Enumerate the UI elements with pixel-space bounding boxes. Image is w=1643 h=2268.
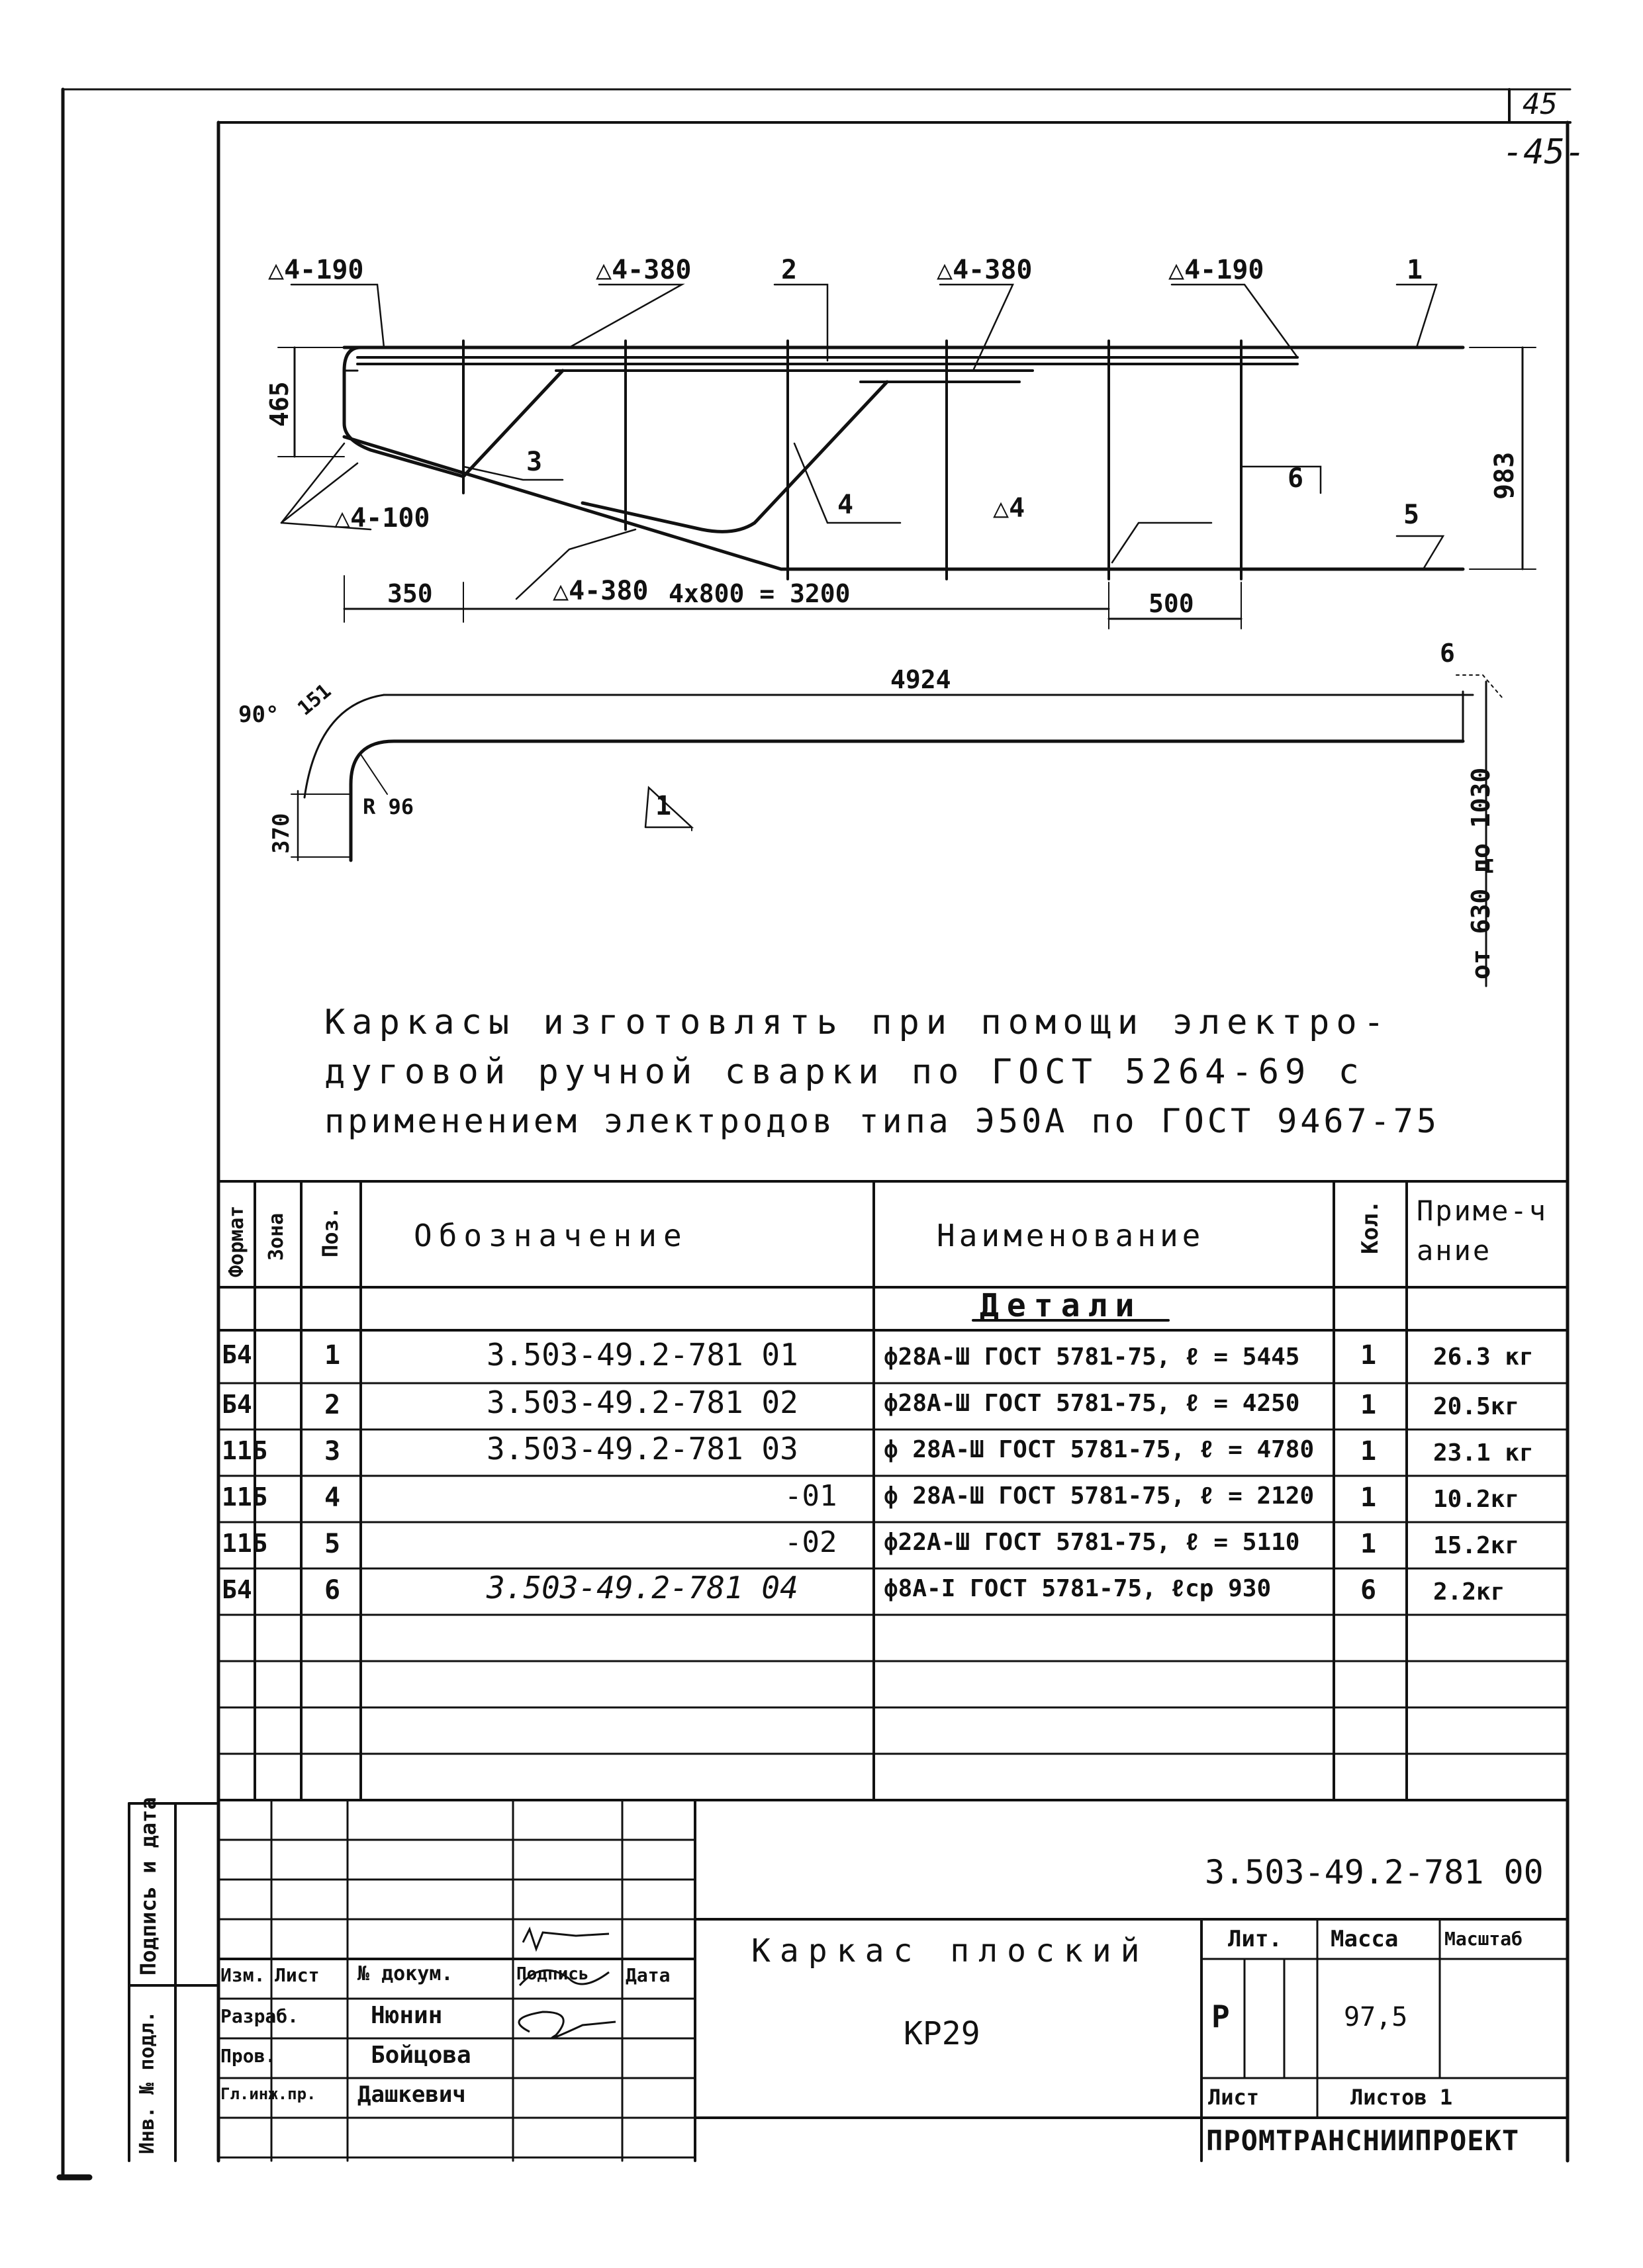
cell-name: ф 28А-Ш ГОСТ 5781-75, ℓ = 2120: [884, 1482, 1315, 1510]
weld-label: △4-380: [937, 255, 1033, 285]
cell-note: 10.2кг: [1433, 1486, 1520, 1513]
drawing-mark: КР29: [904, 2015, 980, 2052]
lit-label: Лит.: [1228, 1926, 1282, 1952]
cell-note: 20.5кг: [1433, 1393, 1520, 1420]
role-name: Дашкевич: [357, 2081, 466, 2108]
header-designation: Обозначение: [414, 1218, 688, 1253]
note-line-2: дуговой ручной сварки по ГОСТ 5264-69 с: [324, 1052, 1365, 1092]
cell-designation: 3.503-49.2-781 04: [487, 1570, 798, 1606]
note-line-3: применением электродов типа Э50А по ГОСТ 9467-75: [324, 1102, 1440, 1140]
cell-name: ф28А-Ш ГОСТ 5781-75, ℓ = 4250: [884, 1390, 1300, 1417]
role-label: Пров.: [220, 2045, 277, 2067]
cell-format: Б4: [222, 1340, 252, 1369]
cell-name: ф 28А-Ш ГОСТ 5781-75, ℓ = 4780: [884, 1436, 1315, 1463]
dim-height-left: 465: [265, 381, 294, 427]
cell-name: ф28А-Ш ГОСТ 5781-75, ℓ = 5445: [884, 1343, 1300, 1371]
sheets-label: Листов 1: [1350, 2085, 1453, 2110]
corner-number: 45: [1523, 87, 1558, 121]
cell-designation: 3.503-49.2-781 02: [487, 1384, 798, 1420]
position-label: 6: [1288, 463, 1304, 494]
position-label: 6: [1440, 639, 1455, 668]
cell-note: 23.1 кг: [1433, 1439, 1534, 1467]
weld-label: △4-100: [334, 503, 430, 533]
position-label: 5: [1403, 500, 1420, 530]
weld-label: △4: [993, 493, 1025, 523]
cell-name: ф8А-I ГОСТ 5781-75, ℓср 930: [884, 1575, 1272, 1602]
role-label: Разраб.: [220, 2005, 299, 2027]
col-header-sign: Подпись: [516, 1964, 589, 1984]
cell-pos: 5: [324, 1529, 341, 1559]
dim-spacing-left: 350: [387, 579, 433, 608]
cell-qty: 1: [1360, 1436, 1377, 1467]
col-header-date: Дата: [626, 1964, 671, 1986]
header-pos: Поз.: [318, 1206, 343, 1257]
cell-designation: -02: [784, 1525, 837, 1559]
cell-qty: 1: [1360, 1529, 1377, 1559]
dim-spacing-mid: 4x800 = 3200: [669, 579, 851, 608]
header-zone: Зона: [265, 1212, 288, 1261]
dim-range: от 630 до 1030: [1466, 767, 1495, 979]
position-label: 2: [781, 255, 798, 285]
position-label: 3: [526, 447, 543, 477]
mass-label: Масса: [1331, 1926, 1399, 1952]
cell-qty: 1: [1360, 1340, 1377, 1371]
role-name: Нюнин: [371, 2002, 443, 2029]
cell-designation: 3.503-49.2-781 01: [487, 1337, 798, 1373]
scale-label: Масштаб: [1444, 1928, 1523, 1950]
cell-pos: 4: [324, 1482, 341, 1513]
dim-bar-length: 4924: [890, 665, 951, 694]
cell-format: 11Б: [222, 1529, 267, 1558]
cell-note: 26.3 кг: [1433, 1343, 1534, 1371]
doc-number: 3.503-49.2-781 00: [1205, 1853, 1544, 1891]
col-header-izm: Изм.: [220, 1964, 265, 1986]
cell-format: Б4: [222, 1390, 252, 1419]
cell-format: 11Б: [222, 1436, 267, 1465]
col-header-doc: № докум.: [357, 1962, 453, 1985]
section-title: Детали: [980, 1287, 1143, 1324]
mass-value: 97,5: [1344, 2002, 1408, 2032]
cell-pos: 1: [324, 1340, 341, 1371]
role-label: Гл.инж.пр.: [220, 2085, 316, 2103]
cell-note: 15.2кг: [1433, 1532, 1520, 1559]
cell-pos: 2: [324, 1390, 341, 1420]
cell-qty: 6: [1360, 1575, 1377, 1606]
header-qty: Кол.: [1357, 1200, 1384, 1254]
dim-hook: 370: [268, 813, 295, 854]
position-label: 1: [1407, 255, 1423, 285]
dim-height-right: 983: [1489, 451, 1520, 500]
cell-format: 11Б: [222, 1482, 267, 1512]
weld-label: △4-190: [268, 255, 364, 285]
cell-note: 2.2кг: [1433, 1578, 1505, 1606]
sheet-label: Лист: [1208, 2085, 1260, 2110]
dim-angle: 90°: [238, 702, 279, 728]
cell-pos: 6: [324, 1575, 341, 1606]
cell-qty: 1: [1360, 1482, 1377, 1513]
organization: ПРОМТРАНСНИИПРОЕКТ: [1206, 2124, 1520, 2157]
role-name: Бойцова: [371, 2042, 471, 2069]
stamp-sign-date: Подпись и дата: [136, 1797, 161, 1975]
cell-designation: 3.503-49.2-781 03: [487, 1431, 798, 1467]
cell-name: ф22А-Ш ГОСТ 5781-75, ℓ = 5110: [884, 1529, 1300, 1556]
stamp-inv-no: Инв. № подл.: [136, 2011, 159, 2154]
header-note: Приме-чание: [1417, 1195, 1548, 1267]
lit-value: Р: [1211, 1999, 1230, 2034]
weld-label: △4-380: [596, 255, 692, 285]
dim-spacing-right: 500: [1149, 589, 1194, 618]
weld-label: △4-190: [1168, 255, 1264, 285]
header-name: Наименование: [937, 1218, 1205, 1253]
position-label: 4: [837, 490, 854, 520]
cell-pos: 3: [324, 1436, 341, 1467]
cell-qty: 1: [1360, 1390, 1377, 1420]
page-number: -45-: [1503, 132, 1586, 172]
weld-label: △4-380: [553, 576, 649, 606]
note-line-1: Каркасы изготовлять при помощи электро-: [324, 1003, 1391, 1042]
header-format: Формат: [225, 1205, 248, 1277]
dim-arc: 151: [293, 679, 336, 721]
cell-format: Б4: [222, 1575, 252, 1604]
position-label: 1: [655, 791, 672, 821]
cell-designation: -01: [784, 1479, 837, 1513]
col-header-list: Лист: [275, 1964, 320, 1986]
dim-radius: R 96: [363, 794, 414, 819]
drawing-title: Каркас плоский: [751, 1932, 1149, 1970]
